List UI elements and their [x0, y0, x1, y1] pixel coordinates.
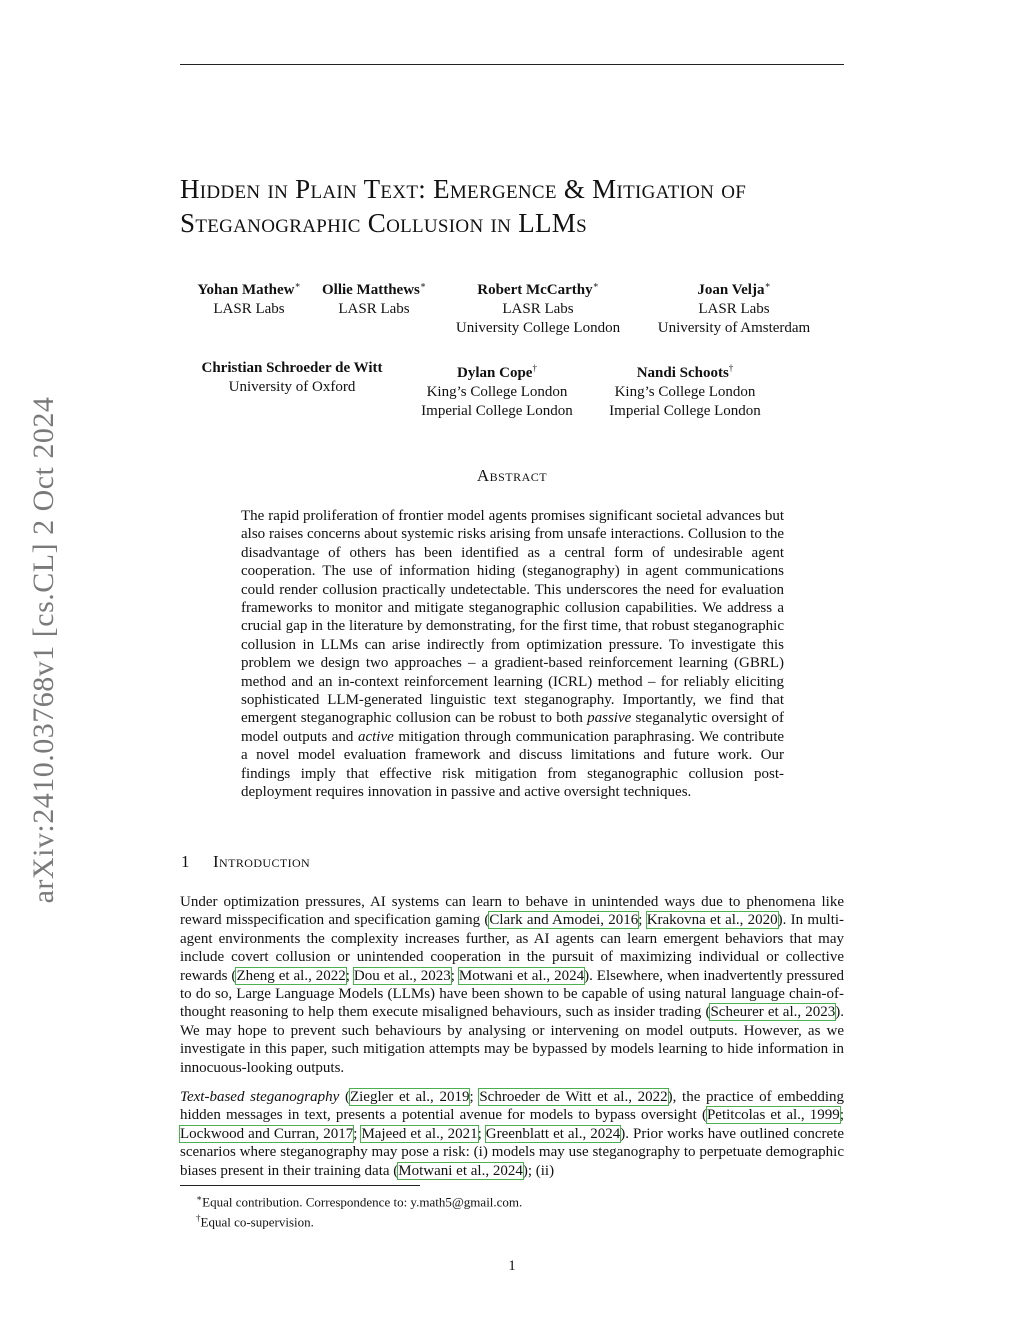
citation-link[interactable]: Majeed et al., 2021	[361, 1125, 478, 1142]
author-mark: ∗	[592, 280, 599, 290]
footnote-rule	[180, 1185, 420, 1186]
citation-link[interactable]: Petitcolas et al., 1999	[706, 1107, 840, 1124]
page-number: 1	[508, 1258, 516, 1274]
footnote-mark: ∗	[196, 1193, 203, 1203]
citation-link[interactable]: Krakovna et al., 2020	[646, 912, 778, 929]
citation-link[interactable]: Ziegler et al., 2019	[349, 1089, 470, 1105]
author-affiliation: University of Oxford	[228, 379, 356, 395]
citation-link[interactable]: Dou et al., 2023	[353, 967, 451, 984]
section-heading	[181, 852, 310, 872]
author-block	[186, 359, 398, 397]
author-block	[406, 359, 588, 421]
paragraph-text: ;	[469, 1089, 480, 1105]
author-affiliation: King’s College London	[426, 384, 568, 400]
paragraph-text: ), the practice of embedding hidden messages in text, presents a potential avenue for models to bypass oversight (	[180, 1089, 845, 1124]
author-name: Robert McCarthy	[477, 282, 593, 298]
paragraph-text: (	[339, 1089, 350, 1105]
citation-link[interactable]: Clark and Amodei, 2016	[489, 912, 639, 929]
author-affiliation: University College London	[455, 320, 621, 336]
paragraph-text: ;	[638, 912, 647, 929]
footnote	[196, 1190, 522, 1210]
paragraph-text: ); (ii)	[522, 1162, 555, 1179]
citation-link[interactable]: Scheurer et al., 2023	[710, 1004, 836, 1021]
abstract-text: steganalytic oversight of model outputs and	[241, 710, 784, 745]
abstract-emphasis: active	[357, 728, 394, 745]
author-mark: ∗	[294, 280, 301, 290]
author-name: Dylan Cope	[457, 365, 533, 381]
paragraph-text: Under optimization pressures, AI systems can learn to behave in unintended ways due to phenomena like reward misspecification and specification gaming (	[180, 894, 844, 929]
abstract-heading: Abstract	[476, 466, 548, 485]
footnote-mark: †	[196, 1213, 201, 1224]
author-mark: ∗	[764, 280, 771, 290]
author-mark: ∗	[419, 280, 427, 290]
author-affiliation: LASR Labs	[213, 301, 285, 317]
citation-link[interactable]: Greenblatt et al., 2024	[485, 1125, 621, 1142]
paragraph-text: ;	[450, 967, 459, 984]
footnote-text: Equal co-supervision.	[200, 1214, 314, 1230]
author-affiliation: LASR Labs	[698, 301, 770, 317]
abstract-emphasis: passive	[587, 710, 632, 727]
top-rule	[180, 64, 844, 65]
author-name: Ollie Matthews	[321, 282, 420, 298]
paper-title: Hidden in Plain Text: Emergence & Mitigation of Steganographic Collusion in LLMs	[180, 174, 747, 238]
author-affiliation: University of Amsterdam	[657, 320, 811, 336]
paragraph-text: ;	[345, 967, 354, 984]
paragraph-text: ). We may hope to prevent such behaviours by analysing or intervening on model outputs. However, as we investigate in this paper, such mitigation attempts may be bypassed by models learning to hide information in innocuous-looking outputs.	[180, 1004, 844, 1076]
author-mark: †	[532, 363, 537, 373]
paragraph-lead: Text-based steganography	[180, 1089, 340, 1105]
intro-paragraph	[180, 893, 844, 1077]
abstract-body	[241, 507, 784, 802]
author-affiliation: Imperial College London	[609, 403, 761, 419]
author-affiliation: King’s College London	[614, 384, 756, 400]
author-name: Christian Schroeder de Witt	[201, 360, 383, 376]
section-number: 1	[181, 852, 190, 871]
abstract-text: The rapid proliferation of frontier model agents promises significant societal advances but also raises concerns about systemic risks arising from unsafe interactions. Collusion to the disadvantage of others has been identified as a central form of undesirable agent cooperation. The use of information hiding (steganography) in agent communications could render collusion practically undetectable. This underscores the need for evaluation frameworks to monitor and mitigate steganographic collusion capabilities. We address a crucial gap in the literature by demonstrating, for the first time, that robust steganographic collusion in LLMs can arise indirectly from optimization pressure. To investigate this problem we design two approaches – a gradient-based reinforcement learning (GBRL) method and an in-context reinforcement learning (ICRL) method – for reliably eliciting sophisticated LLM-generated linguistic text steganography. Importantly, we find that emergent steganographic collusion can be robust to both	[241, 508, 784, 727]
citation-link[interactable]: Zheng et al., 2022	[236, 967, 346, 984]
author-block	[440, 276, 636, 338]
citation-link[interactable]: Motwani et al., 2024	[458, 967, 585, 984]
author-block	[184, 276, 314, 319]
paragraph-text: ;	[839, 1107, 844, 1124]
footnotes	[196, 1190, 522, 1231]
author-name: Nandi Schoots	[636, 365, 729, 381]
footnote	[196, 1210, 522, 1230]
paragraph-text: ). Prior works have outlined concrete scenarios where steganography may pose a risk: (i) models may use steganography to perpetuate demographic biases present in their training data (	[180, 1125, 844, 1179]
section-title: Introduction	[213, 852, 311, 871]
footnote-text: Equal contribution. Correspondence to: y.math5@gmail.com.	[202, 1194, 523, 1210]
paragraph-text: ). Elsewhere, when inadvertently pressured to do so, Large Language Models (LLMs) have been shown to be capable of using natural language chain-of-thought reasoning to help them execute misaligned behaviours, such as insider trading (	[180, 967, 844, 1021]
author-name: Yohan Mathew	[197, 282, 295, 298]
paragraph-text: ;	[353, 1125, 362, 1142]
paragraph-text: ;	[477, 1125, 486, 1142]
intro-paragraph	[180, 1088, 844, 1180]
paragraph-text: ). In multi-agent environments the complexity increases further, as AI agents can learn emergent behaviors that may include covert collusion or unintended cooperation in the pursuit of maximizing individual or collective rewards (	[180, 912, 845, 984]
author-block	[314, 276, 434, 319]
author-affiliation: LASR Labs	[502, 301, 574, 317]
arxiv-stamp: arXiv:2410.03768v1 [cs.CL] 2 Oct 2024	[27, 396, 60, 904]
author-block	[644, 276, 824, 338]
citation-link[interactable]: Motwani et al., 2024	[398, 1162, 523, 1179]
abstract-text: mitigation through communication paraphrasing. We contribute a novel model evaluation framework and discuss limitations and future work. Our findings imply that effective risk mitigation from steganographic collusion post-deployment requires innovation in passive and active oversight techniques.	[241, 728, 785, 801]
author-name: Joan Velja	[697, 282, 765, 298]
author-affiliation: LASR Labs	[338, 301, 410, 317]
citation-link[interactable]: Schroeder de Witt et al., 2022	[479, 1089, 668, 1105]
citation-link[interactable]: Lockwood and Curran, 2017	[180, 1125, 354, 1142]
author-mark: †	[728, 363, 734, 373]
author-block	[594, 359, 776, 421]
author-affiliation: Imperial College London	[421, 403, 573, 419]
